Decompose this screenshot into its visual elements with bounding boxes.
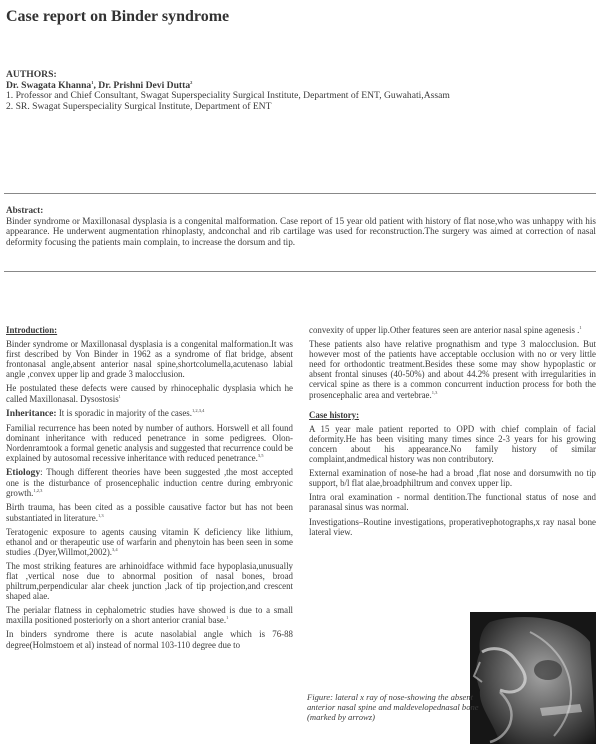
authors-block: [6, 70, 596, 112]
case-paragraph-2: External examination of nose-he had a broad ,flat nose and dorsumwith no tip support, b/l flat alae,broadphiltrum and convex upper lip.: [309, 468, 596, 489]
authors-heading: AUTHORS:: [6, 69, 57, 80]
inheritance-paragraph-2: Familial recurrence has been noted by number of authors. Horswell et all found dominant inheritance with reduced penetrance in some pedigrees. Olon-Nordenramtook a formal genetic analysis and suggested that recurrence could be explained by autosomal recessive inheritance with reduced penetrance.$^{3,5}$: [6, 422, 293, 464]
case-paragraph-3: Intra oral examination - normal dentition.The functional status of nose and paranasal sinus was normal.: [309, 492, 596, 513]
prognathism-paragraph: These patients also have relative prognathism and type 3 malocclusion. But however most of the patients have acceptable occlusion with no or very little need for orthodontic treatment.Besides these some may show hypoplastic or absent frontal sinuses (40-50%) and about 44.2% present with irregularities in cervical spine as there is a common concurrent induction process for both the prosencephalic area and vertebrae.$^{1,3}$: [309, 339, 596, 400]
right-column: [309, 325, 596, 541]
case-paragraph-4: Investigations–Routine investigations, properativephotographs,x ray nasal bone lateral view.: [309, 516, 596, 537]
introduction-heading: Introduction:: [6, 325, 58, 335]
affiliation-1: 1. Professor and Chief Consultant, Swagat Superspeciality Surgical Institute, Department of ENT, Guwahati,Assam: [6, 90, 450, 102]
continuation-paragraph: convexity of upper lip.Other features seen are anterior nasal spine agenesis .$^1$: [309, 325, 582, 335]
intro-paragraph-2: He postulated these defects were caused by rhinocephalic dysplasia which he called Maxillonasal. Dysostosis$^1$: [6, 383, 293, 404]
teratogenic-paragraph: Teratogenic exposure to agents causing vitamin K deficiency like lithium, ethanol and or therapeutic use of warfarin and phenytoin has been seen in some studies .(Dyer,Willmot,2002).$^{3,4}$: [6, 526, 293, 557]
case-paragraph-1: A 15 year male patient reported to OPD with chief complain of facial deformity.He has been visiting many times since 2-3 years for his growing concern about his appearance.No family history of similar complaint,andmedical history was non contributory.: [309, 423, 596, 465]
abstract-heading: Abstract:: [6, 205, 44, 215]
abstract-block: [6, 205, 596, 247]
paper-title: Case report on Binder syndrome: [6, 8, 230, 25]
left-column: [6, 325, 293, 654]
etiology-heading: Etiology: [6, 467, 41, 479]
author-names: Dr. Swagata Khanna$^1$, Dr. Prishni Devi Dutta$^2$: [6, 79, 193, 91]
binders-paragraph: In binders syndrome there is acute nasolabial angle which is 76-88 degree(Holmstoem et al) instead of normal 103-110 degree due to: [6, 629, 293, 650]
etiology-paragraph: Etiology: Though different theories have been suggested ,the most accepted one is the disturbance of prosencephalic induction centre during embryonic growth.$^{1,2,3}$: [6, 467, 293, 499]
perialar-paragraph: The perialar flatness in cephalometric studies have showed is due to a small maxilla positioned posteriorly on a short anterior cranial base.$^1$: [6, 605, 293, 626]
intro-paragraph-1: Binder syndrome or Maxillonasal dysplasia is a congenital malformation.It was first described by Von Binder in 1962 as a syndrome of flat bridge, absent frontonasal angle,absent anterior nasal spine,shortcolumella,acutenaso labial angle ,convex upper lip and grade 3 malocclusion.: [6, 339, 293, 380]
affiliation-2: 2. SR. Swagat Superspeciality Surgical Institute, Department of ENT: [6, 100, 272, 112]
abstract-text: Binder syndrome or Maxillonasal dysplasia is a congenital malformation. Case report of 15 year old patient with history of flat nose,who was unhappy with his appearance. He underwent augmentation rhinoplasty, andconchal and rib cartilage was used for reconstruction.The surgery was aimed at correction of nasal deformity focusing the patients main complain, to increase the dorsum and tip.: [6, 215, 596, 247]
inheritance-paragraph: Inheritance: It is sporadic in majority of the cases.$^{1,2,3,4}$: [6, 407, 205, 419]
xray-image: [470, 612, 596, 744]
inheritance-heading: Inheritance:: [6, 407, 57, 419]
divider-top: [4, 193, 596, 194]
xray-skull-illustration: [470, 612, 596, 744]
case-history-heading: Case history:: [309, 409, 360, 420]
figure-caption: Figure: lateral x ray of nose-showing the absent anterior nasal spine and maldevelopednasal bone (marked by arrowz): [307, 692, 479, 722]
features-paragraph: The most striking features are arhinoidface withmid face hypoplasia,unusually flat ,vertical nose due to abnormal position of nasal bones, broad philtrum,perpendicular alar cheek junction ,lack of tip projection,and crescent shaped alae.: [6, 560, 293, 602]
divider-bottom: [4, 271, 596, 272]
birth-trauma-paragraph: Birth trauma, has been cited as a possible causative factor but has not been substantiated in literature.$^{1,3}$: [6, 502, 293, 523]
